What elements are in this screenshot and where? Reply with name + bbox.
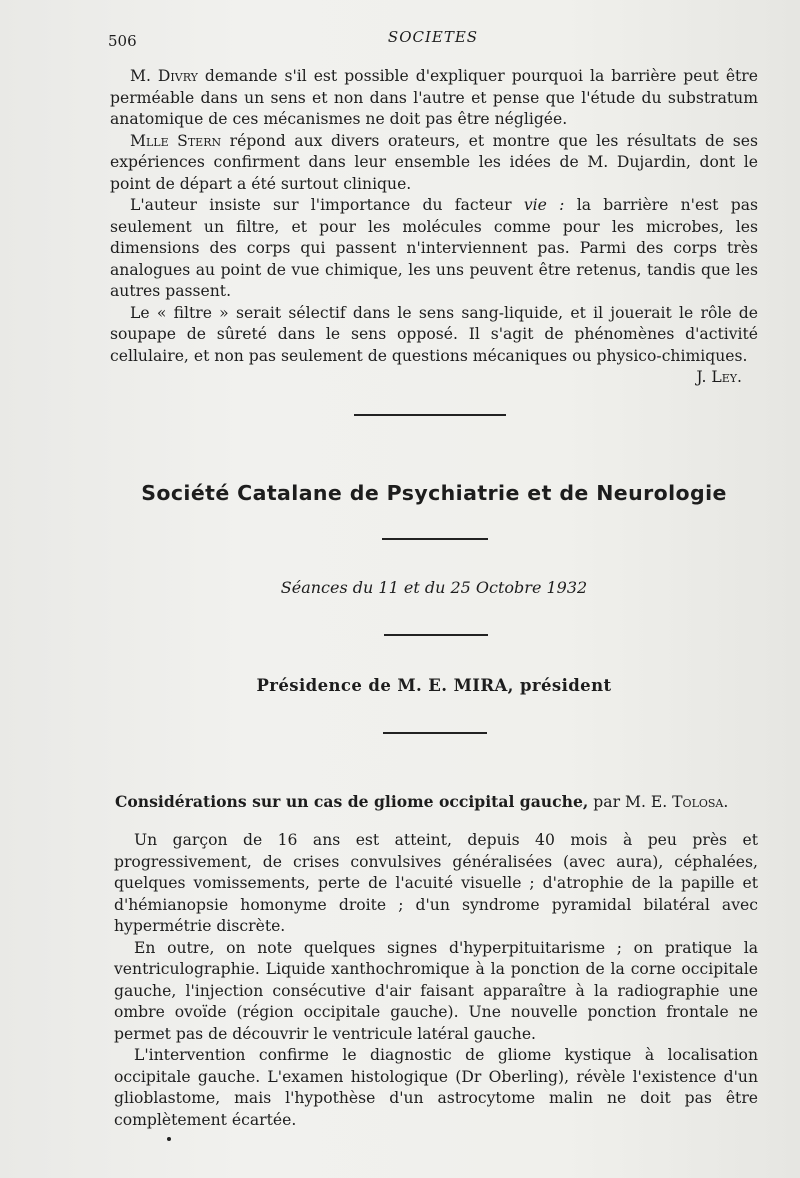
article-paragraph: L'intervention confirme le diagnostic de gliome kystique à localisation occipitale gauche. L'examen histologique (Dr Oberling), révèle l'existence d'un glioblastome, mais l'hypothèse d'un astrocytome malin ne doit pas être complètement écartée. — [114, 1046, 758, 1129]
divider — [383, 732, 487, 734]
society-heading: Société Catalane de Psychiatrie et de Neurologie — [141, 481, 727, 505]
page-number: 506 — [108, 32, 137, 50]
paragraph-divry: M. Divry demande s'il est possible d'expliquer pourquoi la barrière peut être perméable dans un sens et non dans l'autre et pense que l'étude du substratum anatomique de ces mécanismes ne doit pas être négligée. — [110, 67, 758, 128]
print-speck — [167, 1137, 171, 1141]
speaker-name: Mlle Stern — [130, 131, 222, 150]
article-title: Considérations sur un cas de gliome occipital gauche, par M. E. Tolosa. — [115, 792, 729, 811]
emphasis: vie : — [523, 196, 565, 214]
signature: J. Ley. — [696, 368, 742, 386]
article-paragraph: Un garçon de 16 ans est atteint, depuis 40 mois à peu près et progressivement, de crises convulsives généralisées (avec aura), céphalées, quelques vomissements, perte de l'acuité visuelle ; d'atrophie de la papille et d'hémianopsie homonyme droite ; d'un syndrome pyramidal bilatéral avec hypermétrie discrète. — [114, 831, 758, 935]
presidency-line: Présidence de M. E. MIRA, président — [256, 676, 612, 695]
session-dates: Séances du 11 et du 25 Octobre 1932 — [280, 578, 588, 597]
running-title: SOCIETES — [387, 28, 479, 46]
article-body — [114, 830, 758, 1131]
article-paragraph: En outre, on note quelques signes d'hyperpituitarisme ; on pratique la ventriculographie. Liquide xanthochromique à la ponction de la corne occipitale gauche, l'injection consécutive d'air faisant apparaître à la radiographie une ombre ovoïde (région occipitale gauche). Une nouvelle ponction frontale ne permet pas de découvrir le ventricule latéral gauche. — [114, 938, 758, 1043]
paragraph-stern: Mlle Stern répond aux divers orateurs, et montre que les résultats de ses expériences confirment dans leur ensemble les idées de M. Dujardin, dont le point de départ a été surtout clinique. — [110, 131, 758, 193]
speaker-name: M. Divry — [130, 67, 198, 85]
article-author: Tolosa. — [672, 793, 729, 811]
section-divider — [354, 414, 506, 416]
paragraph-filtre: Le « filtre » serait sélectif dans le sens sang-liquide, et il jouerait le rôle de soupape de sûreté dans le sens opposé. Il s'agit de phénomènes d'activité cellulaire, et non pas seulement de questions mécaniques ou physico-chimiques. — [110, 303, 758, 365]
divider — [384, 634, 488, 636]
divider — [382, 538, 488, 540]
paragraph-author: L'auteur insiste sur l'importance du facteur vie : la barrière n'est pas seulement un filtre, et pour les molécules comme pour les microbes, les dimensions des corps qui passent n'interviennent pas. Parmi des corps très analogues au point de vue chimique, les uns peuvent être retenus, tandis que les autres passent. — [110, 196, 758, 300]
discussion-section — [110, 66, 758, 389]
page-header — [108, 28, 758, 50]
